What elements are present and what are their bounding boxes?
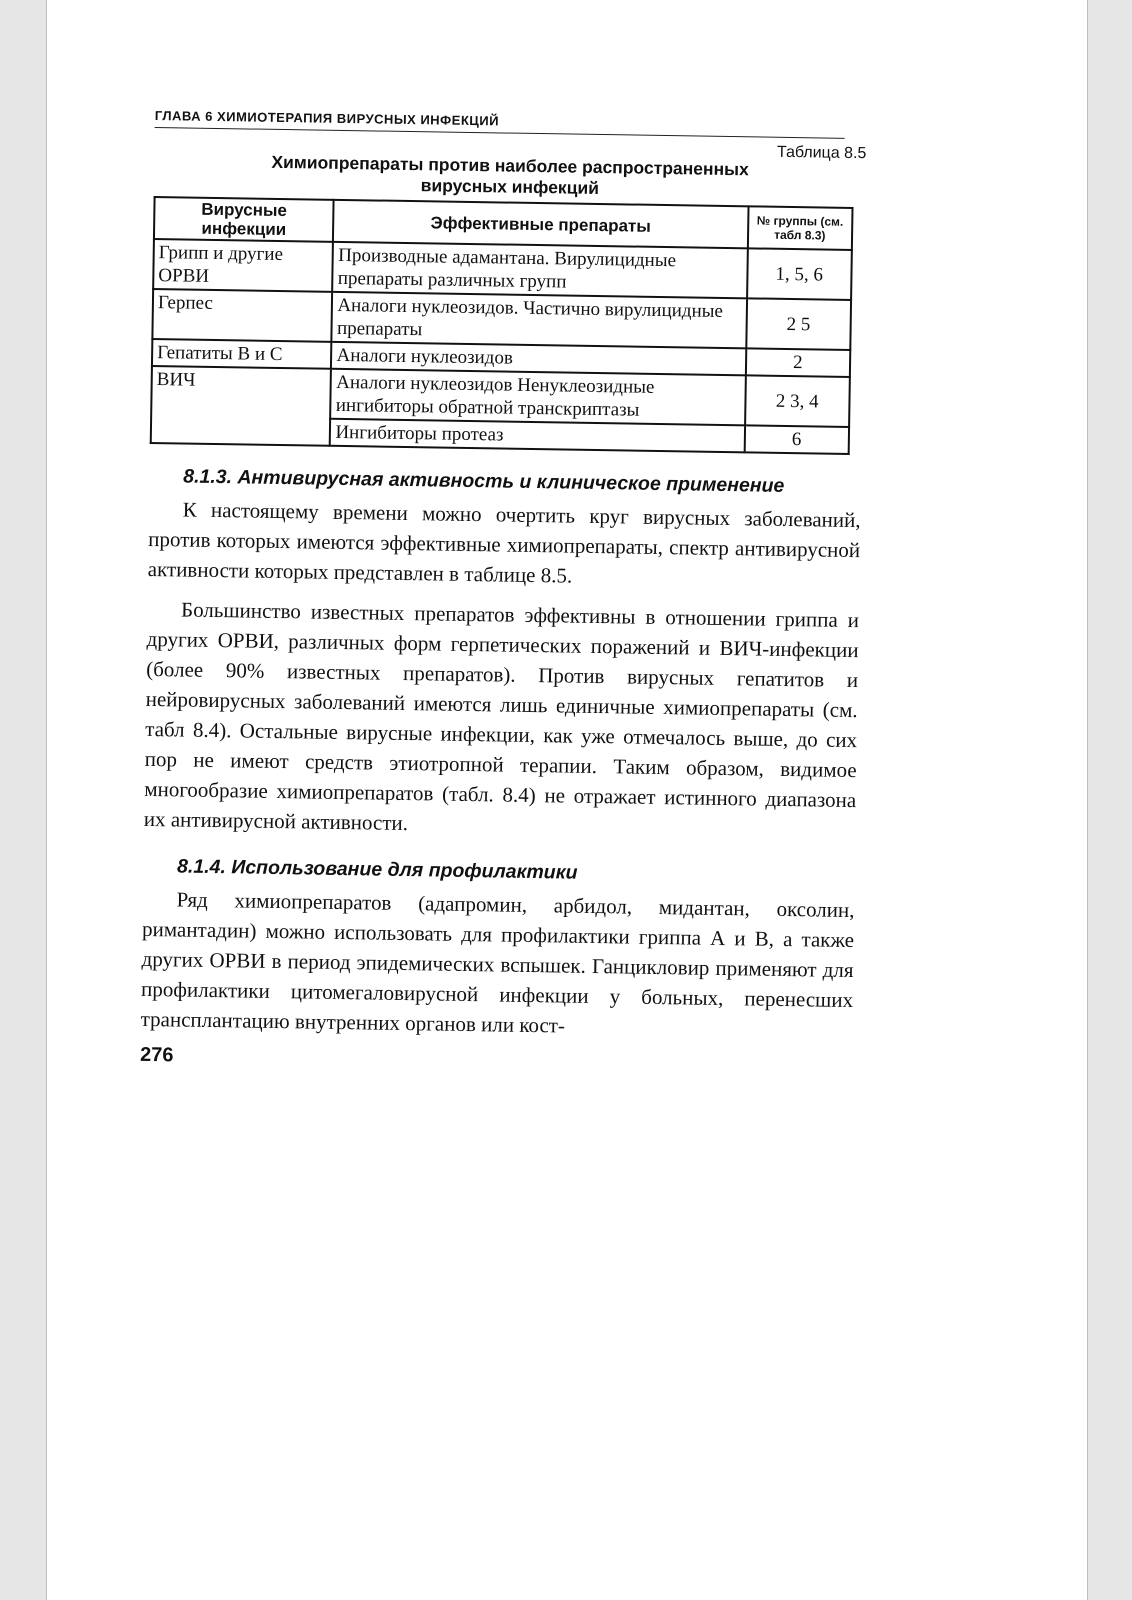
running-head: ГЛАВА 6 ХИМИОТЕРАПИЯ ВИРУСНЫХ ИНФЕКЦИЙ bbox=[155, 108, 845, 139]
page-number: 276 bbox=[139, 1043, 174, 1067]
header-drugs: Эффективные препараты bbox=[333, 200, 748, 248]
cell-group: 2 bbox=[745, 348, 850, 377]
cell-drug: Производные адамантана. Вирулицидные препараты различных групп bbox=[333, 242, 748, 298]
table-title-line-1: Химиопрепараты против наиболее распространенных bbox=[271, 151, 749, 180]
cell-group: 1, 5, 6 bbox=[747, 248, 852, 300]
header-group: № группы (см. табл 8.3) bbox=[747, 206, 852, 250]
cell-infection: Грипп и другие ОРВИ bbox=[153, 239, 333, 292]
cell-group: 2 3, 4 bbox=[745, 375, 850, 427]
cell-drug: Аналоги нуклеозидов. Частично вирулицидные препараты bbox=[332, 292, 747, 348]
header-infections: Вирусные инфекции bbox=[154, 197, 334, 242]
cell-drug: Ингибиторы протеаз bbox=[330, 419, 744, 452]
page-content bbox=[140, 108, 867, 1078]
section-813-paragraph-1: К настоящему времени можно очертить круг вирусных заболеваний, против которых имеются эффективные химиопрепараты, спектр антивирусной активности которых представлен в таблице 8.5. bbox=[147, 497, 861, 588]
table-label: Таблица 8.5 bbox=[776, 143, 867, 163]
section-813-paragraph-2: Большинство известных препаратов эффективны в отношении гриппа и других ОРВИ, различных форм герпетических поражений и ВИЧ-инфекции (более 90% известных препаратов). Против вирусных гепатитов и нейровирусных заболеваний имеются лишь единичные химиопрепараты (см. табл 8.4). Остальные вирусные инфекции, как уже отмечалось выше, до сих пор не имеют средств этиотропной терапии. Таким образом, видимое многообразие химиопрепаратов (табл. 8.4) не отражает истинного диапазона их антивирусной активности. bbox=[143, 597, 860, 836]
cell-drug: Аналоги нуклеозидов Ненуклеозидные ингибиторы обратной транскриптазы bbox=[331, 369, 746, 425]
table-title-line-2: вирусных инфекций bbox=[420, 175, 600, 198]
section-814-heading: 8.1.4. Использование для профилактики bbox=[176, 855, 578, 884]
cell-infection: Герпес bbox=[152, 289, 332, 342]
cell-infection: ВИЧ bbox=[151, 366, 332, 446]
section-813-heading: 8.1.3. Антивирусная активность и клиническое применение bbox=[183, 465, 785, 497]
cell-infection: Гепатиты В и С bbox=[152, 339, 332, 369]
cell-group: 2 5 bbox=[746, 298, 851, 350]
section-814-paragraph-1: Ряд химиопрепаратов (адапромин, арбидол, мидантан, оксолин, римантадин) можно использовать для профилактики гриппа А и В, а также других ОРВИ в период эпидемических вспышек. Ганцикловир применяют для профилактики цитомегаловирусной инфекции у больных, перенесших трансплантацию внутренних органов или кост- bbox=[140, 887, 855, 1038]
drugs-table bbox=[150, 196, 854, 455]
cell-drug: Аналоги нуклеозидов bbox=[331, 342, 745, 375]
table-row bbox=[151, 366, 850, 427]
cell-group: 6 bbox=[744, 425, 849, 454]
book-page bbox=[46, 0, 1088, 1600]
